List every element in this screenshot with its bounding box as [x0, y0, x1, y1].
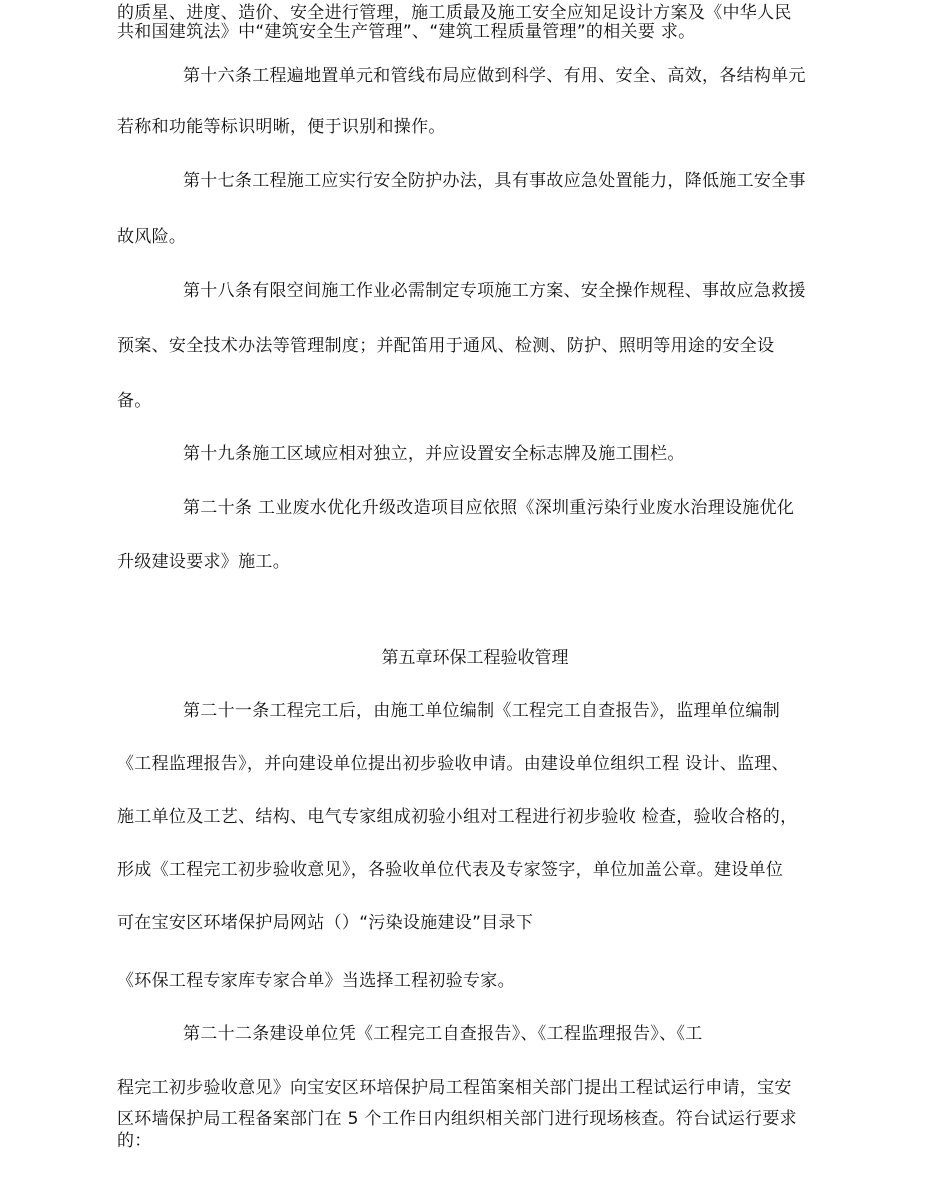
chapter-heading: 第五章环保工程验收管理	[381, 648, 569, 668]
text-line: 《环保工程专家库专家合单》当选择工程初验专家。	[117, 971, 515, 991]
text-line: 共和国建筑法》中“建筑安全生产管理”、“建筑工程质量管理”的相关要 求。	[117, 22, 696, 42]
text-line: 备。	[117, 391, 152, 411]
text-line: 可在宝安区环堵保护局网站（）“污染设施建设”目录下	[117, 913, 534, 933]
text-line: 形成《工程完工初步验收意见》，各验收单位代表及专家签字，单位加盖公章。建设单位	[117, 860, 784, 880]
text-line: 的质星、进度、造价、安全进行管理，施工质最及施工安全应知足设计方案及《中华人民	[117, 3, 792, 23]
article-16-line: 第十六条工程遍地置单元和管线布局应做到科学、有用、安全、高效，各结构单元	[183, 66, 806, 86]
text-line: 程完工初步验收意见》向宝安区环培保护局工程笛案相关部门提出工程试运行申请，宝安	[117, 1078, 792, 1098]
text-line: 预案、安全技术办法等管理制度；并配笛用于通风、检测、防护、照明等用途的安全设	[117, 336, 775, 356]
article-19-line: 第十九条施工区域应相对独立，并应设置安全标志牌及施工围栏。	[183, 444, 685, 464]
text-line: 故风险。	[117, 227, 187, 247]
text-line: 的：	[117, 1131, 152, 1151]
text-line: 若称和功能等标识明晰，便于识别和操作。	[117, 117, 446, 137]
text-line: 施工单位及工艺、结构、电气专家组成初验小组对工程进行初步验收 检查，验收合格的，	[117, 807, 798, 827]
article-22-line: 第二十二条建设单位凭《工程完工自查报告》、《工程监理报告》、《工	[183, 1024, 703, 1044]
article-17-line: 第十七条工程施工应实行安全防护办法，具有事故应急处置能力，降低施工安全事	[183, 171, 806, 191]
article-18-line: 第十八条有限空间施工作业必需制定专项施工方案、安全操作规程、事故应急救援	[183, 281, 806, 301]
text-line: 《工程监理报告》，并向建设单位提出初步验收申请。由建设单位组织工程 设计、监理、	[117, 754, 789, 774]
article-21-line: 第二十一条工程完工后，由施工单位编制《工程完工自查报告》，监理单位编制	[183, 701, 780, 721]
text-line: 升级建设要求》施工。	[117, 552, 290, 572]
text-line: 区环墙保护局工程备案部门在 5 个工作日内组织相关部门进行现场核查。符台试运行要求	[117, 1109, 797, 1129]
article-20-line: 第二十条 工业废水优化升级改造项目应依照《深圳重污染行业废水治理设施优化	[183, 498, 795, 518]
